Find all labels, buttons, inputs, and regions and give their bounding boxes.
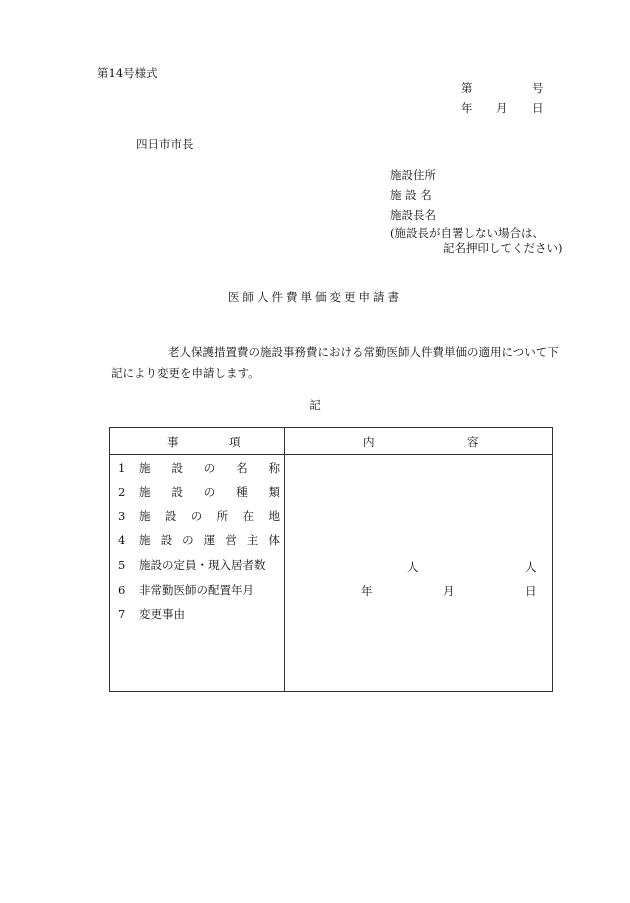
row-label-char: 設 — [171, 461, 183, 475]
row-number: 5 — [118, 558, 126, 572]
table-row — [118, 558, 280, 572]
row-label-char: 営 — [225, 533, 237, 547]
header-item-char1: 事 — [167, 435, 179, 449]
body-text-line2: 記により変更を申請します。 — [111, 366, 260, 380]
director-name-label: 施設長名 — [390, 208, 436, 222]
form-number: 第14号様式 — [97, 66, 158, 80]
row-number: 3 — [118, 509, 126, 523]
row-label-char: 設 — [164, 509, 177, 523]
header-content-char2: 容 — [467, 435, 479, 449]
doc-number-suffix: 号 — [532, 81, 544, 95]
row-label: 非常勤医師の配置年月 — [139, 583, 254, 597]
row-label-char: の — [203, 461, 216, 475]
ki-heading: 記 — [309, 398, 321, 412]
table-row — [118, 461, 280, 475]
row-number: 2 — [118, 485, 126, 499]
header-divider — [110, 454, 552, 455]
row5-unit-1: 人 — [407, 560, 419, 574]
row-label — [139, 485, 280, 499]
row-label-char: の — [182, 533, 194, 547]
facility-address-label: 施設住所 — [390, 168, 436, 182]
row-label-char: 施 — [139, 461, 151, 475]
row-label-char: 称 — [268, 461, 280, 475]
row-label-char: 設 — [171, 485, 183, 499]
row5-unit-2: 人 — [525, 560, 537, 574]
row-label-char: 運 — [203, 533, 216, 547]
header-item-char2: 項 — [229, 435, 241, 449]
facility-name-label: 施 設 名 — [390, 188, 432, 202]
date-day-label: 日 — [532, 101, 544, 115]
row-label-char: 施 — [139, 533, 151, 547]
table-row — [118, 607, 280, 621]
row-label-char: の — [203, 485, 216, 499]
row-number: 1 — [118, 461, 126, 475]
row-number: 6 — [118, 583, 126, 597]
row-label — [139, 533, 280, 547]
signature-note-line1: (施設長が自署しない場合は、 — [390, 226, 544, 240]
row-label-char: 施 — [139, 485, 151, 499]
doc-number-prefix: 第 — [461, 81, 473, 95]
row-label: 変更事由 — [139, 607, 185, 621]
date-month-label: 月 — [496, 101, 508, 115]
column-divider — [284, 428, 285, 691]
row-label-char: の — [190, 509, 203, 523]
table-row — [118, 509, 280, 523]
row-label-char: 体 — [268, 533, 280, 547]
body-text-line1: 老人保護措置費の施設事務費における常勤医師人件費単価の適用について下 — [168, 345, 559, 359]
row-label-char: 地 — [268, 509, 280, 523]
row6-year: 年 — [361, 584, 373, 598]
row-label-char: 所 — [216, 509, 229, 523]
row-label-char: 類 — [268, 485, 280, 499]
date-year-label: 年 — [461, 101, 473, 115]
row-number: 7 — [118, 607, 126, 621]
signature-note-line2: 記名押印してください) — [443, 241, 563, 255]
table-row — [118, 583, 280, 597]
row-label-char: 設 — [160, 533, 173, 547]
row-label — [139, 461, 280, 475]
row6-month: 月 — [443, 584, 455, 598]
table-row — [118, 485, 280, 499]
row-label — [139, 509, 280, 523]
document-title: 医師人件費単価変更申請書 — [228, 290, 402, 304]
header-content-char1: 内 — [363, 435, 375, 449]
row-label: 施設の定員・現入居者数 — [139, 558, 266, 572]
row6-day: 日 — [525, 584, 537, 598]
application-table — [109, 427, 553, 692]
row-label-char: 主 — [246, 533, 259, 547]
row-label-char: 種 — [236, 485, 248, 499]
row-number: 4 — [118, 533, 126, 547]
addressee: 四日市市長 — [136, 137, 194, 151]
row-label-char: 施 — [139, 509, 151, 523]
row-label-char: 在 — [242, 509, 255, 523]
table-row — [118, 533, 280, 547]
row-label-char: 名 — [236, 461, 248, 475]
